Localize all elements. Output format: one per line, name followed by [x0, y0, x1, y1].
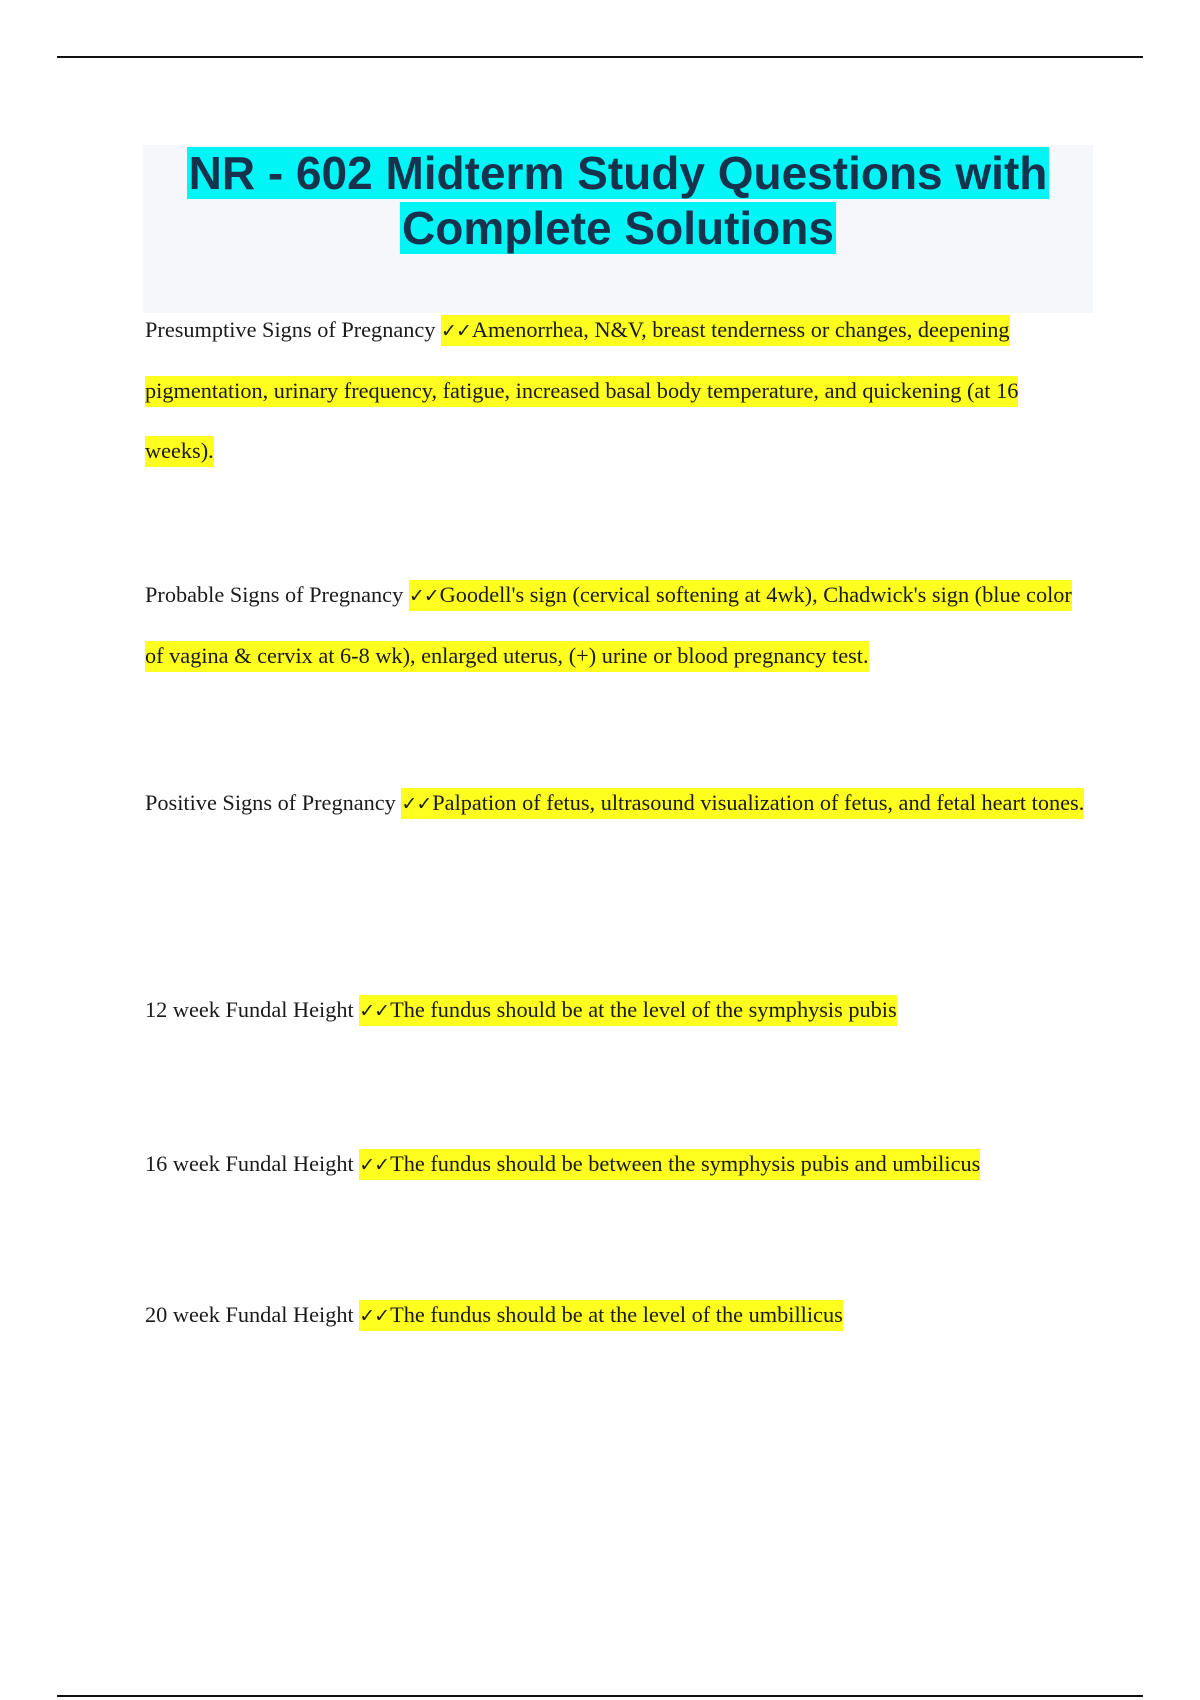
- title-line-1: NR - 602 Midterm Study Questions with: [188, 147, 1048, 199]
- question-term: Presumptive Signs of Pregnancy: [145, 317, 436, 342]
- answer-text: Amenorrhea, N&V, breast tenderness or changes, deepening pigmentation, urinary frequency, fatigue, increased basal body temperature, and quickening (at 16 weeks).: [145, 317, 1019, 463]
- answer-text: The fundus should be at the level of the umbillicus: [390, 1302, 843, 1327]
- qa-entry-20-week-fundal-height: [145, 1285, 1085, 1346]
- qa-entry-12-week-fundal-height: [145, 980, 1085, 1041]
- top-divider: [57, 56, 1143, 58]
- question-term: 20 week Fundal Height: [145, 1302, 354, 1327]
- double-check-icon: ✓✓: [441, 320, 471, 342]
- answer-highlight: [359, 1149, 980, 1180]
- title-banner: [143, 145, 1093, 313]
- qa-entry-probable-signs: [145, 565, 1085, 686]
- qa-entry-16-week-fundal-height: [145, 1134, 1085, 1195]
- double-check-icon: ✓✓: [359, 1154, 390, 1176]
- bottom-divider: [57, 1695, 1143, 1697]
- document-title: [143, 145, 1093, 256]
- double-check-icon: ✓✓: [359, 1305, 390, 1327]
- qa-entry-positive-signs: [145, 773, 1085, 834]
- answer-text: The fundus should be at the level of the symphysis pubis: [390, 997, 897, 1022]
- answer-highlight: [359, 995, 896, 1026]
- double-check-icon: ✓✓: [408, 585, 439, 607]
- answer-highlight: [359, 1300, 843, 1331]
- answer-text: Goodell's sign (cervical softening at 4wk), Chadwick's sign (blue color of vagina & cervix at 6-8 wk), enlarged uterus, (+) urine or blood pregnancy test.: [145, 582, 1072, 668]
- question-term: Positive Signs of Pregnancy: [145, 790, 396, 815]
- double-check-icon: ✓✓: [359, 1000, 390, 1022]
- answer-highlight: [401, 788, 1084, 819]
- double-check-icon: ✓✓: [401, 793, 432, 815]
- question-term: Probable Signs of Pregnancy: [145, 582, 404, 607]
- qa-entry-presumptive-signs: [145, 300, 1085, 481]
- title-line-2: Complete Solutions: [402, 202, 834, 254]
- question-term: 12 week Fundal Height: [145, 997, 354, 1022]
- answer-text: The fundus should be between the symphysis pubis and umbilicus: [390, 1151, 981, 1176]
- answer-text: Palpation of fetus, ultrasound visualization of fetus, and fetal heart tones.: [432, 790, 1085, 815]
- question-term: 16 week Fundal Height: [145, 1151, 354, 1176]
